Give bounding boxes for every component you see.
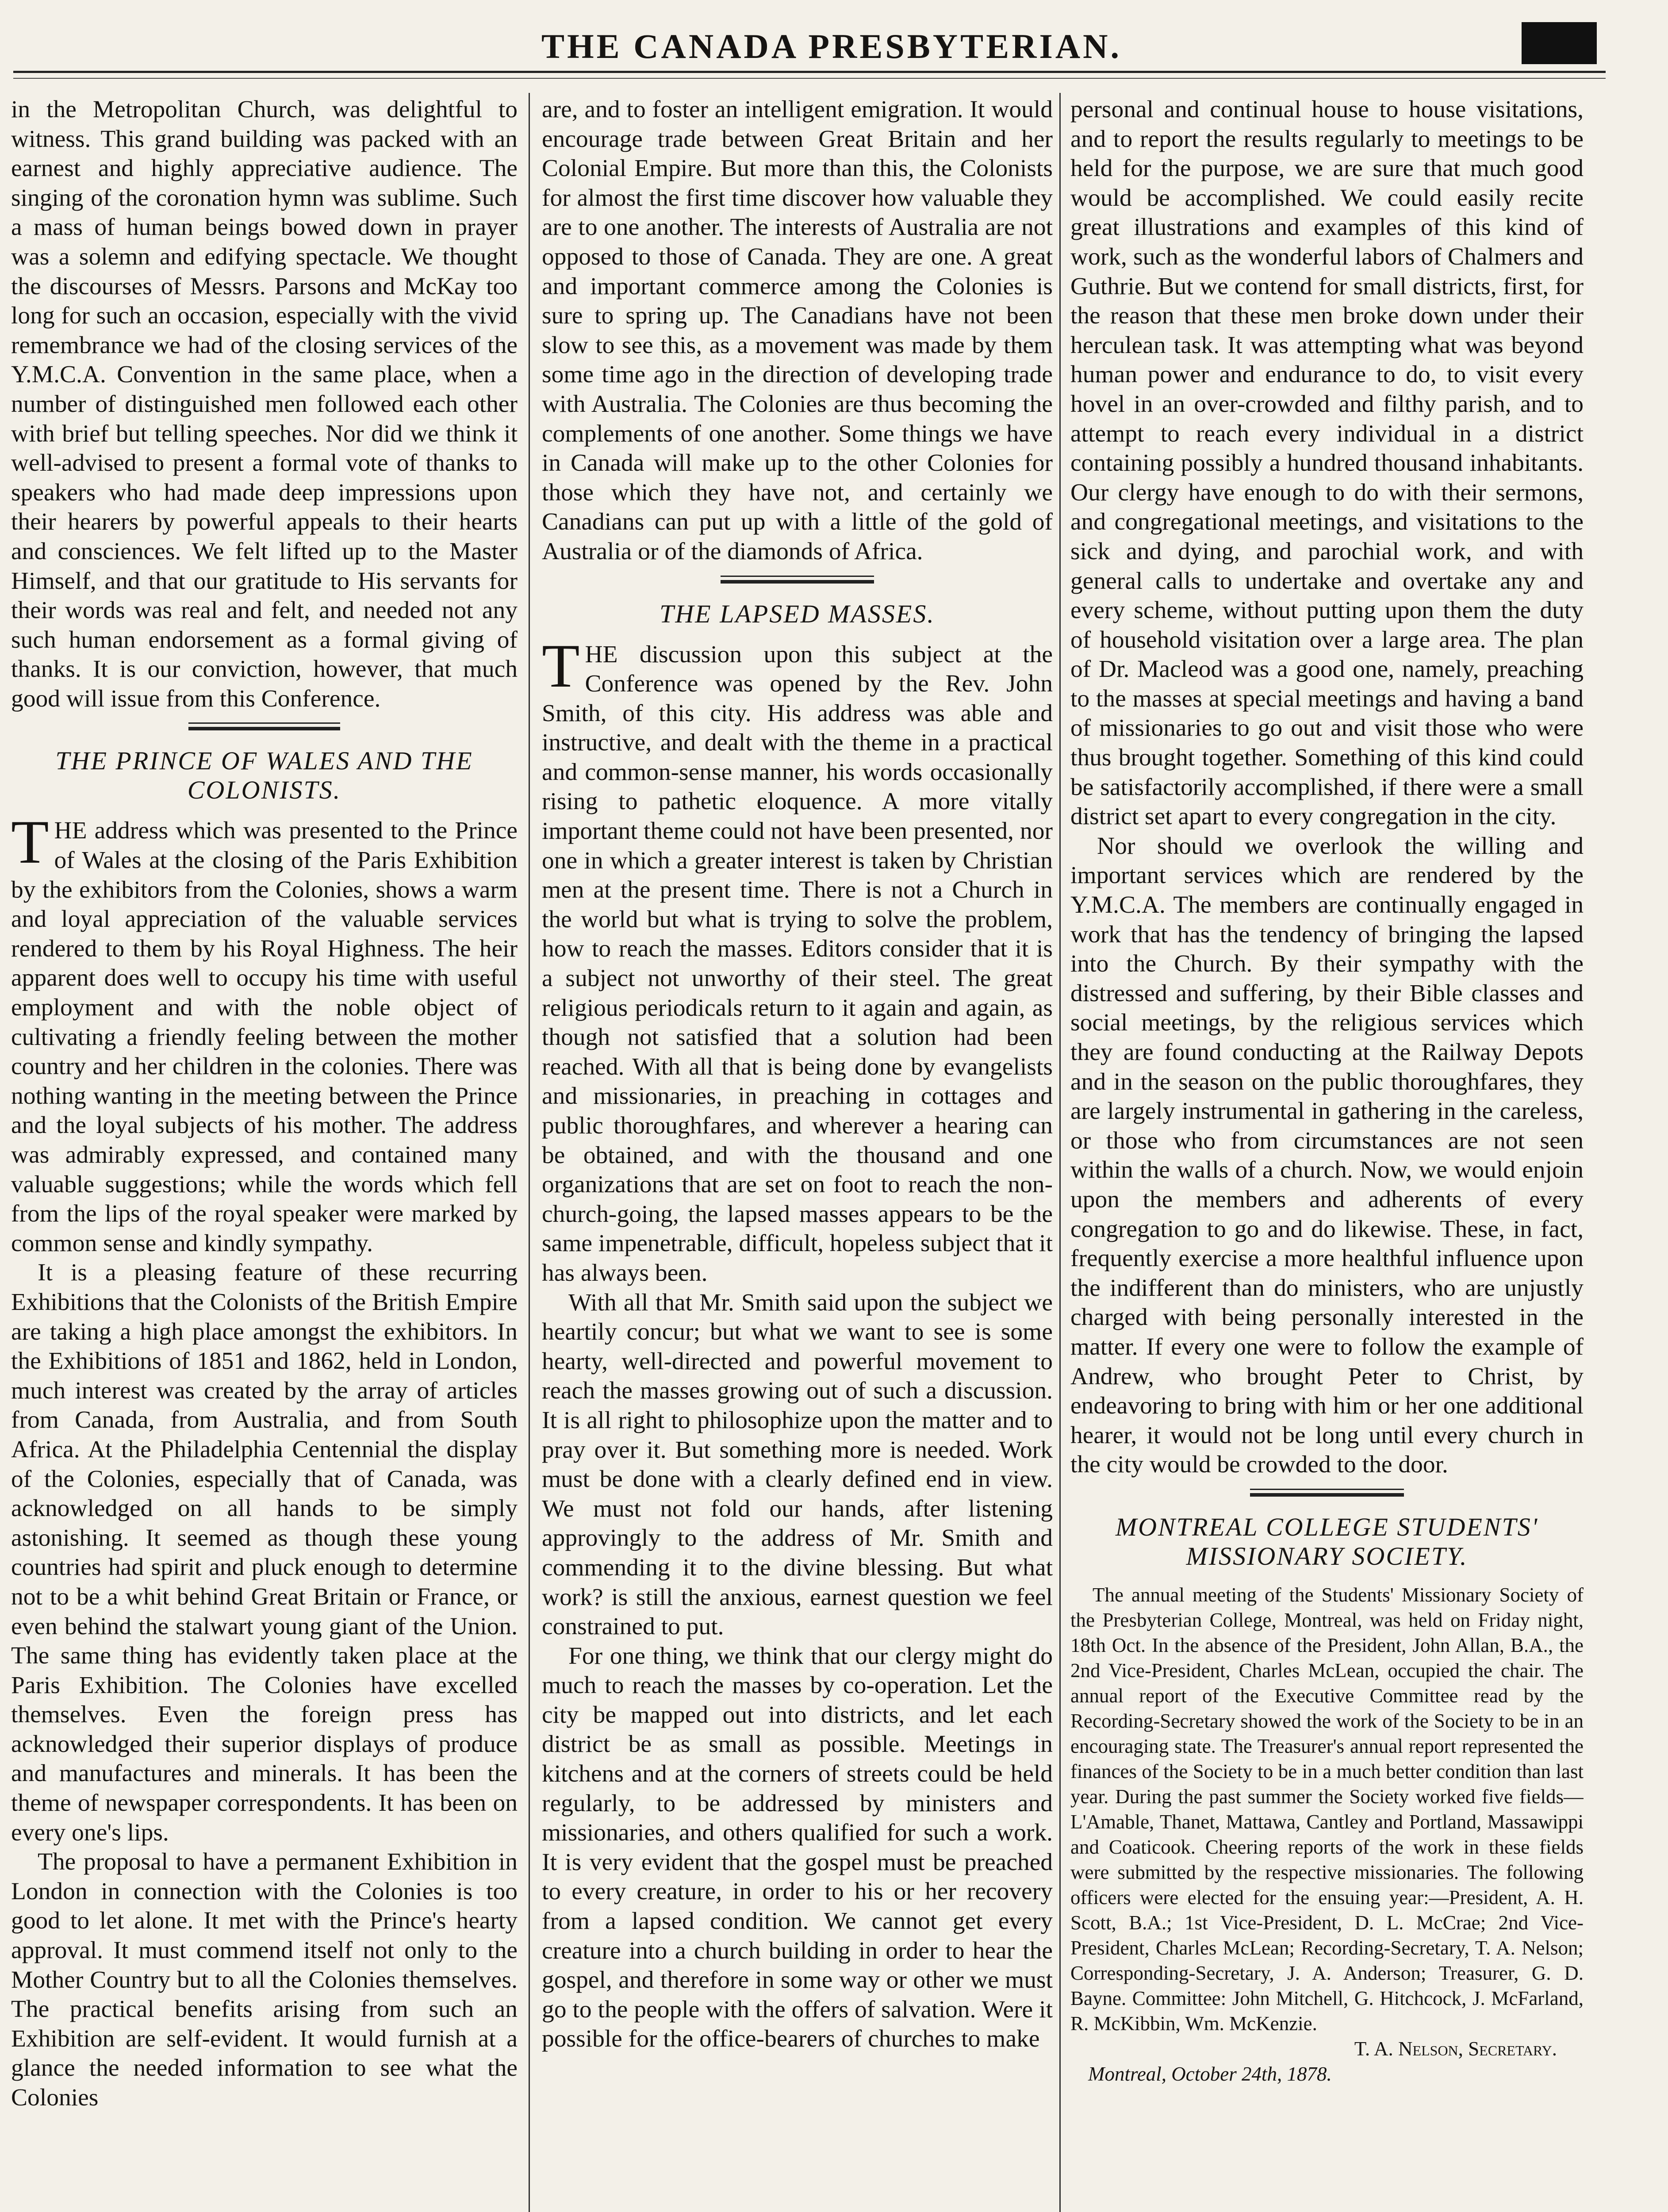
report-dateline: Montreal, October 24th, 1878.	[1088, 2062, 1332, 2085]
paragraph-text: HE address which was presented to the Prince of Wales at the closing of the Paris Exhibition by the exhibitors from the Colonies, shows a warm and loyal appreciation of the valuable services rendered to them by his Royal Highness. The heir apparent does well to occupy his time with useful employment and with the noble object of cultivating a friendly feeling between the mother country and her children in the colonies. There was nothing wanting in the meeting between the Prince and the loyal subjects of his mother. The address was admirably expressed, and contained many valuable suggestions; while the words which fell from the lips of the royal speaker were marked by common sense and kindly sympathy.	[11, 817, 518, 1257]
masthead	[0, 0, 1668, 88]
section-separator	[542, 571, 1053, 587]
society-report	[1070, 1582, 1584, 2087]
masthead-rule	[13, 71, 1606, 73]
article-paragraph: The proposal to have a permanent Exhibition in London in connection with the Colonies is too good to let alone. It met with the Prince's hearty approval. It must commend itself not only to the Mother Country but to all the Colonies themselves. The practical benefits arising from such an Exhibition are self-evident. It would furnish at a glance the needed information to see what the Colonies	[11, 1848, 518, 2111]
column-2	[542, 95, 1053, 2212]
report-paragraph: The annual meeting of the Students' Missionary Society of the Presbyterian College, Montreal, was held on Friday night, 18th Oct. In the absence of the President, John Allan, B.A., the 2nd Vice-President, Charles McLean, occupied the chair. The annual report of the Executive Committee read by the Recording-Secretary showed the work of the Society to be in an encouraging state. The Treasurer's annual report represented the finances of the Society to be in a much better condition than last year. During the past summer the Society worked five fields—L'Amable, Thanet, Mattawa, Cantley and Portland, Massawippi and Coaticook. Cheering reports of the work in these fields were submitted by the respective missionaries. The following officers were elected for the ensuing year:—President, A. H. Scott, B.A.; 1st Vice-President, D. L. McCrae; 2nd Vice-President, Charles McLean; Recording-Secretary, T. A. Nelson; Corresponding-Secretary, J. A. Anderson; Treasurer, G. D. Bayne. Committee: John Mitchell, G. Hitchcock, J. McFarland, R. McKibbin, Wm. McKenzie.	[1070, 1583, 1584, 2035]
article-paragraph: Nor should we overlook the willing and important services which are rendered by the Y.M.C.A. The members are continually engaged in work that has the tendency of bringing the lapsed into the Church. By their sympathy with the distressed and suffering, by their Bible classes and social meetings, by the religious services which they are found conducting at the Railway Depots and in the season on the public thoroughfares, they are largely instrumental in gathering in the careless, or those who from circumstances are not seen within the walls of a church. Now, we would enjoin upon the members and adherents of every congregation to go and do likewise. These, in fact, frequently exercise a more healthful influence upon the indifferent than do ministers, who are unjustly charged with being personally interested in the matter. If every one were to follow the example of Andrew, who brought Peter to Christ, by endeavoring to bring with him or her one additional hearer, it would not be long until every church in the city would be crowded to the door.	[1070, 832, 1584, 1479]
column-divider-2	[1059, 93, 1061, 2212]
article-paragraph: It is a pleasing feature of these recurring Exhibitions that the Colonists of the British Empire are taking a high place amongst the exhibitors. In the Exhibitions of 1851 and 1862, held in London, much interest was created by the array of articles from Canada, from Australia, and from South Africa. At the Philadelphia Centennial the display of the Colonies, especially that of Canada, was acknowledged on all hands to be simply astonishing. It seemed as though these young countries had spirit and pluck enough to determine not to be a whit behind Great Britain or France, or even behind the stalwart young giant of the Union. The same thing has evidently taken place at the Paris Exhibition. The Colonies have excelled themselves. Even the foreign press has acknowledged their superior displays of produce and manufactures and minerals. It has been the theme of newspaper correspondents. It has been on every one's lips.	[11, 1259, 518, 1846]
article-heading-missionary-society: MONTREAL COLLEGE STUDENTS' MISSIONARY SOCIETY.	[1115, 1512, 1539, 1571]
masthead-title: THE CANADA PRESBYTERIAN.	[541, 27, 1122, 65]
article-paragraph	[11, 808, 518, 1258]
article-paragraph	[542, 631, 1053, 1288]
article-paragraph: For one thing, we think that our clergy might do much to reach the masses by co-operation. Let the city be mapped out into districts, and let each district be as small as possible. Meetings in kitchens and at the corners of streets could be held regularly, to be addressed by ministers and missionaries, and others qualified for such a work. It is very evident that the gospel must be preached to every creature, in order to his or her recovery from a lapsed condition. We cannot get every creature into a church building in order to hear the gospel, and therefore in some way or other we must go to the people with the offers of salvation. Were it possible for the office-bearers of churches to make	[542, 1642, 1053, 2053]
column-1	[11, 95, 518, 2212]
paragraph-text: HE discussion upon this subject at the Conference was opened by the Rev. John Smith, of this city. His address was able and instructive, and dealt with the theme in a practical and common-sense manner, his words occasionally rising to pathetic eloquence. A more vitally important theme could not have been presented, nor one in which a greater interest is taken by Christian men at the present time. There is not a Church in the world but what is trying to solve the problem, how to reach the masses. Editors consider that it is a subject not unworthy of their steel. The great religious periodicals return to it again and again, as though not satisfied that a solution had been reached. With all that is being done by evangelists and missionaries, in preaching in cottages and public thoroughfares, and wherever a hearing can be obtained, and with the thousand and one organizations that are set on foot to reach the non-church-going, the lapsed masses appears to be the same impenetrable, difficult, hopeless subject that it has always been.	[542, 641, 1053, 1286]
article-continuation: personal and continual house to house visitations, and to report the results regularly to meetings to be held for the purpose, we are sure that much good would be accomplished. We could easily recite great illustrations and examples of this kind of work, such as the wonderful labors of Chalmers and Guthrie. But we contend for small districts, first, for the reason that these men broke down under their herculean task. It was attempting what was beyond human power and endurance to do, to visit every hovel in an over-crowded and filthy parish, and to attempt to reach every individual in a district containing possibly a hundred thousand inhabitants. Our clergy have enough to do with their sermons, and congregational meetings, and visitations to the sick and dying, and parochial work, and with general calls to undertake and overtake any and every scheme, without putting upon them the duty of household visitation over a large area. The plan of Dr. Macleod was a good one, namely, preaching to the masses at special meetings and having a band of missionaries to go out and visit those who were thus brought together. Something of this kind could be satisfactorily accomplished, if there were a small district set apart to every congregation in the city.	[1070, 96, 1584, 830]
article-heading-prince-of-wales: THE PRINCE OF WALES AND THE COLONISTS.	[55, 746, 473, 805]
page-corner-tab	[1522, 22, 1597, 64]
masthead-rule-thin	[13, 78, 1606, 79]
article-heading-lapsed-masses: THE LAPSED MASSES.	[660, 599, 935, 628]
section-separator	[11, 718, 518, 734]
article-continuation: in the Metropolitan Church, was delightful to witness. This grand building was packed with an earnest and highly appreciative audience. The singing of the coronation hymn was sublime. Such a mass of human beings bowed down in prayer was a solemn and edifying spectacle. We thought the discourses of Messrs. Parsons and McKay too long for such an occasion, especially with the vivid remembrance we had of the closing services of the Y.M.C.A. Convention in the same place, when a number of distinguished men followed each other with brief but telling speeches. Nor did we think it well-advised to present a formal vote of thanks to speakers who had made deep impressions upon their hearers by powerful appeals to their hearts and consciences. We felt lifted up to the Master Himself, and that our gratitude to His servants for their words was real and felt, and needed not any such human endorsement as a formal giving of thanks. It is our conviction, however, that much good will issue from this Conference.	[11, 96, 518, 712]
section-separator	[1070, 1484, 1584, 1500]
article-continuation: are, and to foster an intelligent emigration. It would encourage trade between Great Britain and her Colonial Empire. But more than this, the Colonists for almost the first time discover how valuable they are to one another. The interests of Australia are not opposed to those of Canada. They are one. A great and important commerce among the Colonies is sure to spring up. The Canadians have not been slow to see this, as a movement was made by them some time ago in the direction of developing trade with Australia. The Colonies are thus becoming the complements of one another. Some things we have in Canada will make up to the other Colonies for those which they have not, and certainly we Canadians can put up with a little of the gold of Australia or of the diamonds of Africa.	[542, 96, 1053, 565]
column-divider-1	[529, 93, 530, 2212]
report-signature: T. A. Nelson, Secretary.	[1354, 2037, 1557, 2060]
article-paragraph: With all that Mr. Smith said upon the subject we heartily concur; but what we want to see is some hearty, well-directed and powerful movement to reach the masses growing out of such a discussion. It is all right to philosophize upon the matter and to pray over it. But something more is needed. Work must be done with a clearly defined end in view. We must not fold our hands, after listening approvingly to the address of Mr. Smith and commending it to the divine blessing. But what work? is still the anxious, earnest question we feel constrained to put.	[542, 1289, 1053, 1640]
drop-cap: T	[11, 808, 49, 877]
column-3	[1070, 95, 1584, 2212]
drop-cap: T	[542, 631, 580, 700]
